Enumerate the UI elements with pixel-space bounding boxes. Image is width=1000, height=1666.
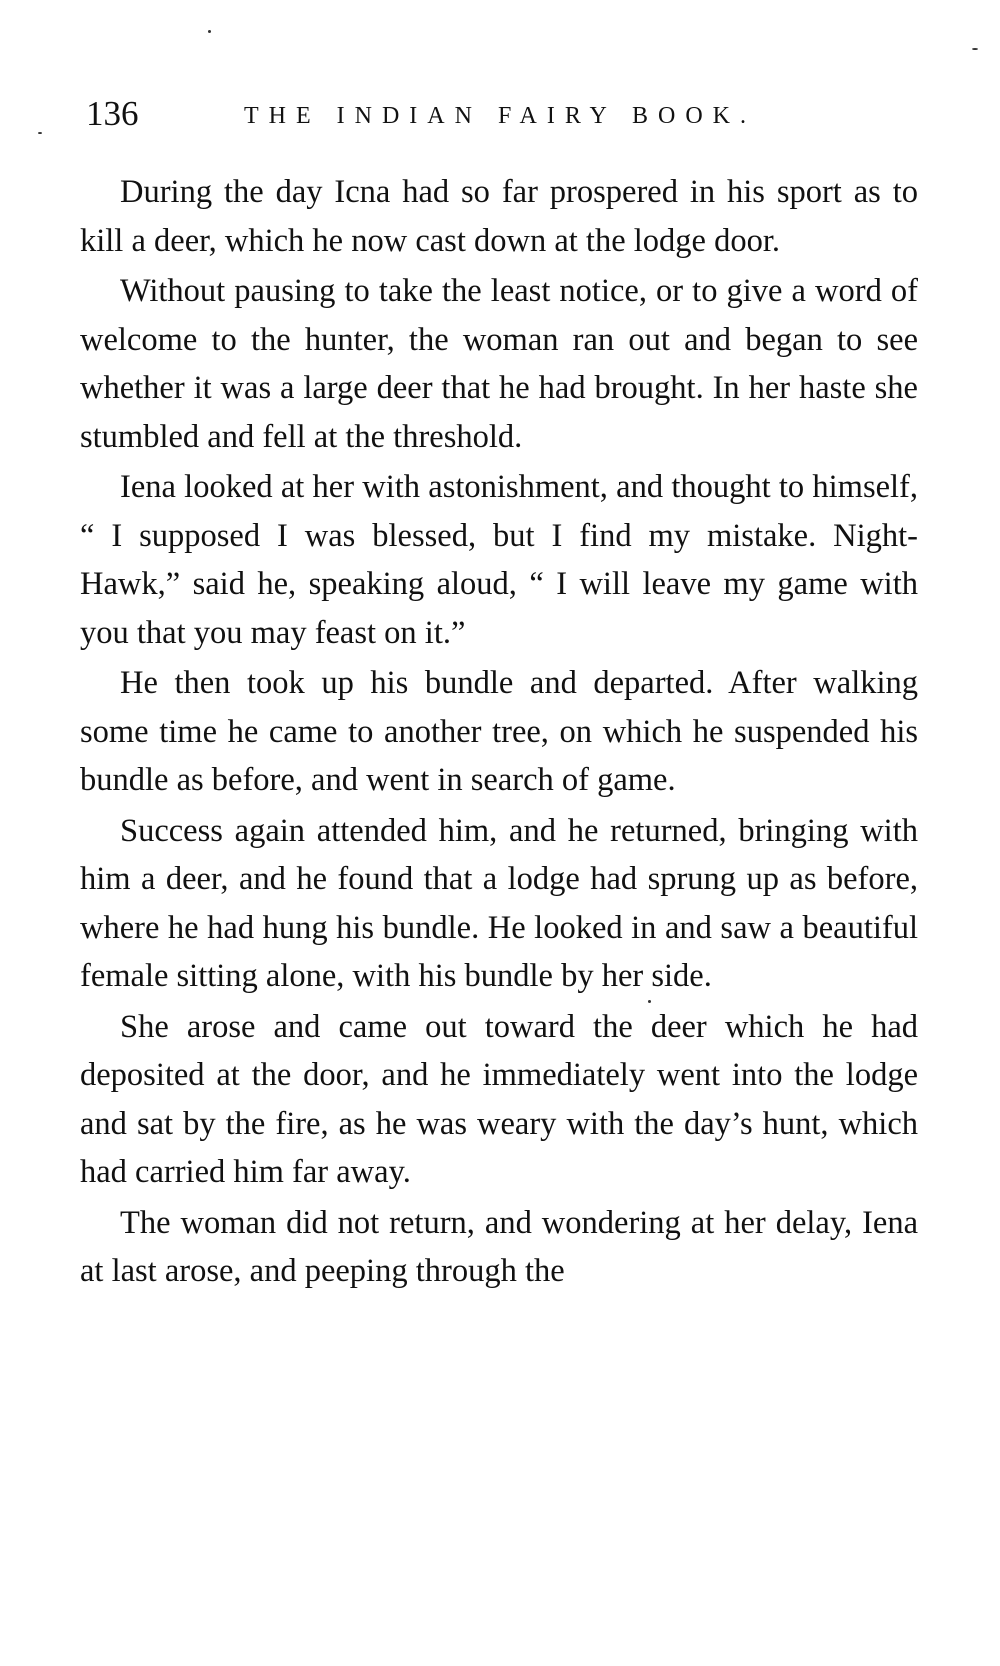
page-number: 136 (86, 94, 139, 133)
paragraph: During the day Icna had so far prospered in his sport as to kill a deer, which he now cast down at the lodge door. (80, 174, 918, 259)
paragraph: Success again attended him, and he returned, bringing with him a deer, and he found that a lodge had sprung up as before, where he had hung his bundle. He looked in and saw a beautiful female sitting alone, with his bundle by her side. (80, 812, 918, 994)
scan-speck (38, 132, 42, 134)
page-header (86, 92, 926, 142)
paragraph: The woman did not return, and wondering at her delay, Iena at last arose, and peeping through the (80, 1204, 918, 1289)
scan-speck (648, 1000, 651, 1003)
paragraph: Iena looked at her with astonishment, and thought to himself, “ I supposed I was blessed, but I find my mistake. Night-Hawk,” said he, speaking aloud, “ I will leave my game with you that you may feast on it.” (80, 469, 918, 651)
scan-speck (208, 30, 211, 33)
body-text (80, 168, 918, 1298)
running-title: THE INDIAN FAIRY BOOK. (244, 103, 756, 129)
paragraph: She arose and came out toward the deer which he had deposited at the door, and he immediately went into the lodge and sat by the fire, as he was weary with the day’s hunt, which had carried him far away. (80, 1008, 918, 1190)
scan-speck (972, 48, 978, 50)
paragraph: Without pausing to take the least notice, or to give a word of welcome to the hunter, the woman ran out and began to see whether it was a large deer that he had brought. In her haste she stumbled and fell at the threshold. (80, 273, 918, 455)
paragraph: He then took up his bundle and departed. After walking some time he came to another tree, on which he suspended his bundle as before, and went in search of game. (80, 665, 918, 798)
